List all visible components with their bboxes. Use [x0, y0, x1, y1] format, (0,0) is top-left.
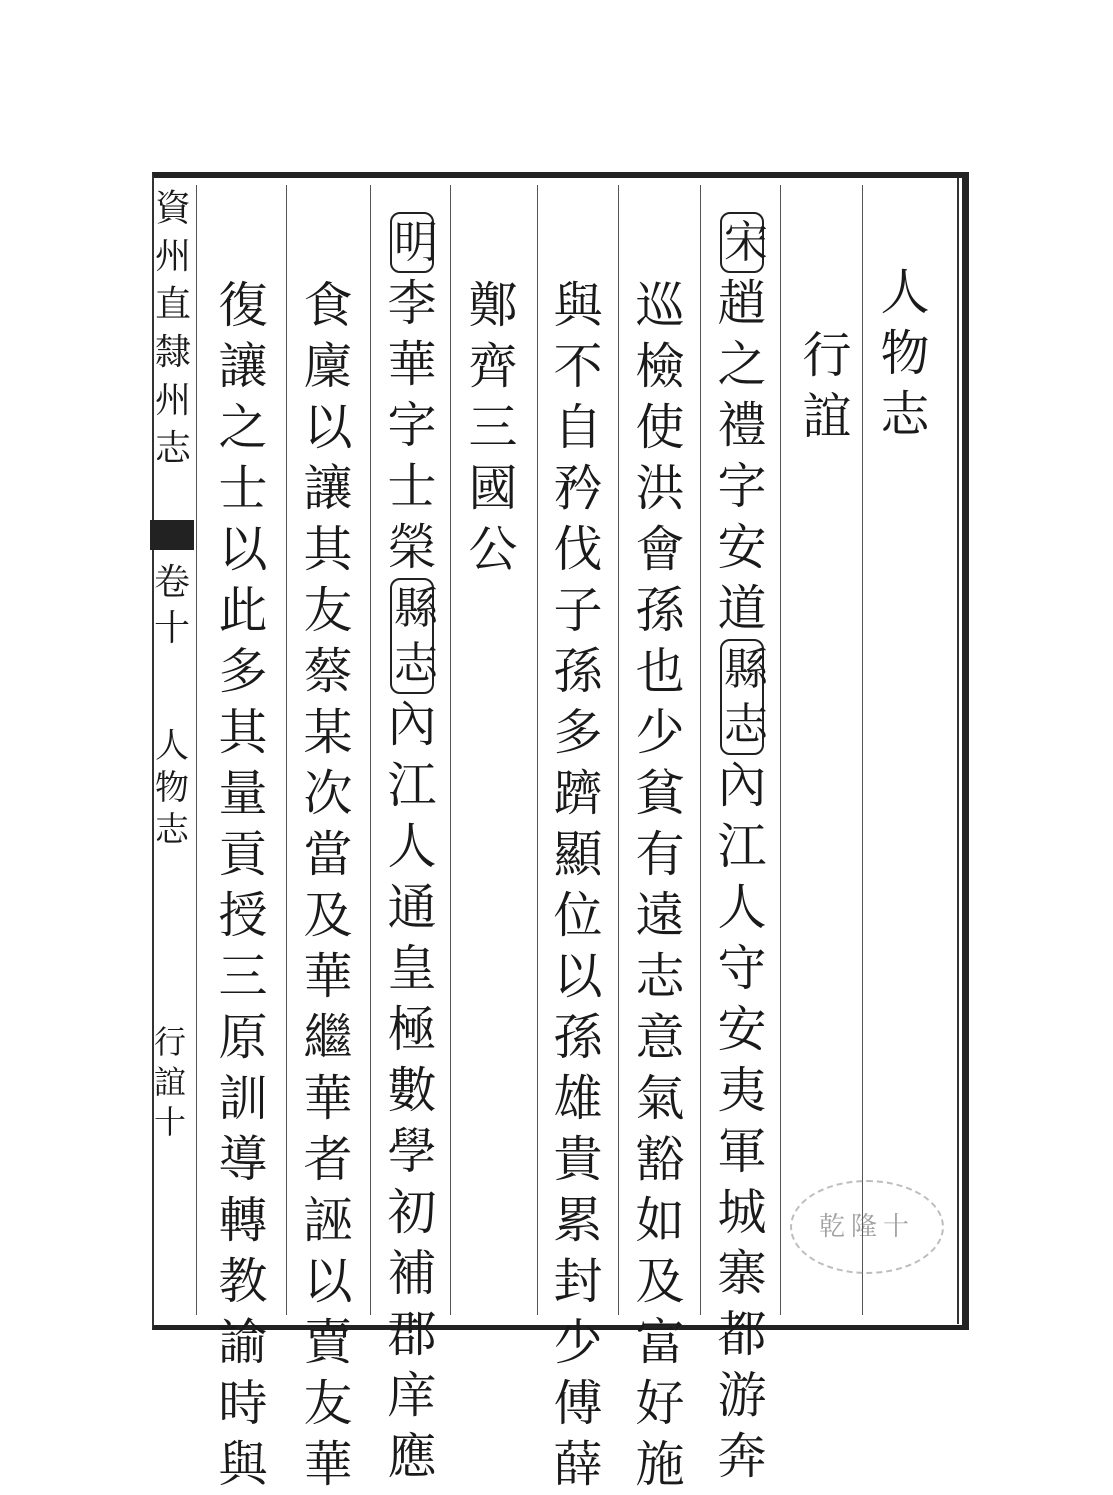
- character: 華: [303, 1436, 353, 1493]
- character: 縣: [724, 644, 768, 695]
- character: 也: [635, 643, 685, 700]
- character: 士: [387, 458, 437, 515]
- character: 通: [387, 879, 437, 936]
- character: 其: [218, 704, 268, 761]
- character: 教: [218, 1253, 268, 1310]
- character: 明: [394, 217, 438, 268]
- character: 資: [154, 188, 191, 229]
- character: 訓: [218, 1070, 268, 1127]
- character: 時: [218, 1375, 268, 1432]
- character: 內: [387, 696, 437, 753]
- character: 以: [218, 521, 268, 578]
- character: 三: [218, 948, 268, 1005]
- character: 內: [717, 757, 767, 814]
- character: 之: [717, 336, 767, 393]
- character: 使: [635, 399, 685, 456]
- character: 當: [303, 826, 353, 883]
- character: 志: [394, 638, 438, 689]
- character: 夷: [717, 1062, 767, 1119]
- character: 道: [717, 580, 767, 637]
- character: 貧: [635, 765, 685, 822]
- margin-section: [150, 725, 194, 851]
- character: 公: [468, 521, 518, 578]
- character: 有: [635, 826, 685, 883]
- column-rule: [618, 185, 619, 1315]
- character: 國: [468, 460, 518, 517]
- character: 物: [155, 768, 189, 808]
- character: 應: [387, 1428, 437, 1485]
- column-rule: [862, 185, 863, 1315]
- character: 氣: [635, 1070, 685, 1127]
- column-text: [712, 212, 772, 1487]
- character: 隸: [154, 332, 191, 373]
- frame-inner-rule: [957, 178, 959, 1324]
- character: 郡: [387, 1306, 437, 1363]
- character: 轉: [218, 1192, 268, 1249]
- character: 庠: [387, 1367, 437, 1424]
- character: 卷: [153, 562, 190, 603]
- character: 好: [635, 1375, 685, 1432]
- column-rule: [450, 185, 451, 1315]
- margin-volume: [150, 560, 194, 652]
- character: 少: [553, 1314, 603, 1371]
- character: 累: [553, 1192, 603, 1249]
- character: 巡: [635, 277, 685, 334]
- character: 繼: [303, 1009, 353, 1066]
- character: 及: [303, 887, 353, 944]
- character: 以: [553, 948, 603, 1005]
- character: 復: [218, 277, 268, 334]
- character: 其: [303, 521, 353, 578]
- character: 友: [303, 582, 353, 639]
- character: 遠: [635, 887, 685, 944]
- character: 志: [724, 699, 768, 750]
- character: 諭: [218, 1314, 268, 1371]
- column-text: [463, 275, 523, 580]
- character: 皇: [387, 940, 437, 997]
- character: 物: [880, 325, 930, 382]
- character: 貢: [218, 826, 268, 883]
- character: 不: [553, 338, 603, 395]
- character: 安: [717, 1001, 767, 1058]
- character: 導: [218, 1131, 268, 1188]
- character: 意: [635, 1009, 685, 1066]
- character: 檢: [635, 338, 685, 395]
- column-text: [298, 275, 358, 1495]
- character: 榮: [387, 519, 437, 576]
- character: 字: [717, 458, 767, 515]
- character: 者: [303, 1131, 353, 1188]
- character: 三: [468, 399, 518, 456]
- character: 躋: [553, 765, 603, 822]
- character: 人: [717, 879, 767, 936]
- column-text: [213, 275, 273, 1495]
- character: 志: [635, 948, 685, 1005]
- character: 富: [635, 1314, 685, 1371]
- character: 華: [303, 1070, 353, 1127]
- character: 與: [218, 1436, 268, 1493]
- column-rule: [700, 185, 701, 1315]
- margin-subsection: [148, 1022, 192, 1142]
- column-rule: [780, 185, 781, 1315]
- character: 自: [553, 399, 603, 456]
- library-seal-stamp: [790, 1180, 944, 1274]
- character: 蔡: [303, 643, 353, 700]
- character: 以: [303, 399, 353, 456]
- character: 人: [880, 264, 930, 321]
- character: 誼: [153, 1063, 186, 1101]
- seal-text: 乾隆十: [818, 1212, 915, 1242]
- character: 施: [635, 1436, 685, 1493]
- column-subheading: [797, 325, 857, 447]
- character: 之: [218, 399, 268, 456]
- character: 次: [303, 765, 353, 822]
- character: 孫: [553, 1009, 603, 1066]
- character: 志: [155, 810, 189, 850]
- character: 貴: [553, 1131, 603, 1188]
- character: 原: [218, 1009, 268, 1066]
- character: 讓: [303, 460, 353, 517]
- character: 補: [387, 1245, 437, 1302]
- character: 封: [553, 1253, 603, 1310]
- character: 宋: [724, 217, 768, 268]
- character: 多: [553, 704, 603, 761]
- character: 數: [387, 1062, 437, 1119]
- character: 齊: [468, 338, 518, 395]
- character: 初: [387, 1184, 437, 1241]
- character: 極: [387, 1001, 437, 1058]
- character: 縣: [394, 583, 438, 634]
- character: 伐: [553, 521, 603, 578]
- character: 量: [218, 765, 268, 822]
- margin-black-block: [150, 520, 194, 550]
- column-rule: [286, 185, 287, 1315]
- character: 行: [802, 327, 852, 384]
- column-text: [548, 275, 608, 1495]
- character: 十: [153, 608, 190, 649]
- character: 華: [303, 948, 353, 1005]
- character: 讓: [218, 338, 268, 395]
- character: 矜: [553, 460, 603, 517]
- character: 趙: [717, 275, 767, 332]
- bracketed-annotation: [390, 578, 438, 694]
- character: 豁: [635, 1131, 685, 1188]
- character: 友: [303, 1375, 353, 1432]
- character: 賣: [303, 1314, 353, 1371]
- character: 軍: [717, 1123, 767, 1180]
- character: 江: [717, 818, 767, 875]
- character: 孫: [635, 582, 685, 639]
- character: 州: [154, 380, 191, 421]
- column-heading: [875, 262, 935, 445]
- character: 江: [387, 757, 437, 814]
- character: 此: [218, 582, 268, 639]
- character: 洪: [635, 460, 685, 517]
- character: 安: [717, 519, 767, 576]
- column-text: [382, 212, 442, 1487]
- character: 以: [303, 1253, 353, 1310]
- column-rule: [370, 185, 371, 1315]
- character: 守: [717, 940, 767, 997]
- bracketed-annotation: [720, 639, 768, 755]
- character: 會: [635, 521, 685, 578]
- character: 少: [635, 704, 685, 761]
- bracketed-annotation: [390, 212, 438, 273]
- character: 華: [387, 336, 437, 393]
- character: 薛: [553, 1436, 603, 1493]
- character: 如: [635, 1192, 685, 1249]
- character: 位: [553, 887, 603, 944]
- character: 人: [155, 726, 189, 766]
- column-text: [630, 275, 690, 1495]
- character: 食: [303, 277, 353, 334]
- character: 子: [553, 582, 603, 639]
- character: 州: [154, 236, 191, 277]
- character: 多: [218, 643, 268, 700]
- character: 雄: [553, 1070, 603, 1127]
- character: 志: [880, 386, 930, 443]
- character: 授: [218, 887, 268, 944]
- character: 及: [635, 1253, 685, 1310]
- character: 直: [154, 284, 191, 325]
- character: 游: [717, 1367, 767, 1424]
- character: 志: [154, 428, 191, 469]
- bracketed-annotation: [720, 212, 768, 273]
- character: 城: [717, 1184, 767, 1241]
- character: 鄭: [468, 277, 518, 334]
- character: 學: [387, 1123, 437, 1180]
- character: 行: [153, 1023, 186, 1061]
- character: 誣: [303, 1192, 353, 1249]
- column-rule: [196, 185, 197, 1315]
- character: 禮: [717, 397, 767, 454]
- column-rule: [537, 185, 538, 1315]
- character: 孫: [553, 643, 603, 700]
- character: 都: [717, 1306, 767, 1363]
- character: 傅: [553, 1375, 603, 1432]
- character: 廩: [303, 338, 353, 395]
- character: 奔: [717, 1428, 767, 1485]
- character: 李: [387, 275, 437, 332]
- character: 十: [153, 1103, 186, 1141]
- character: 寨: [717, 1245, 767, 1302]
- character: 與: [553, 277, 603, 334]
- character: 人: [387, 818, 437, 875]
- character: 誼: [802, 388, 852, 445]
- character: 字: [387, 397, 437, 454]
- character: 士: [218, 460, 268, 517]
- character: 某: [303, 704, 353, 761]
- character: 顯: [553, 826, 603, 883]
